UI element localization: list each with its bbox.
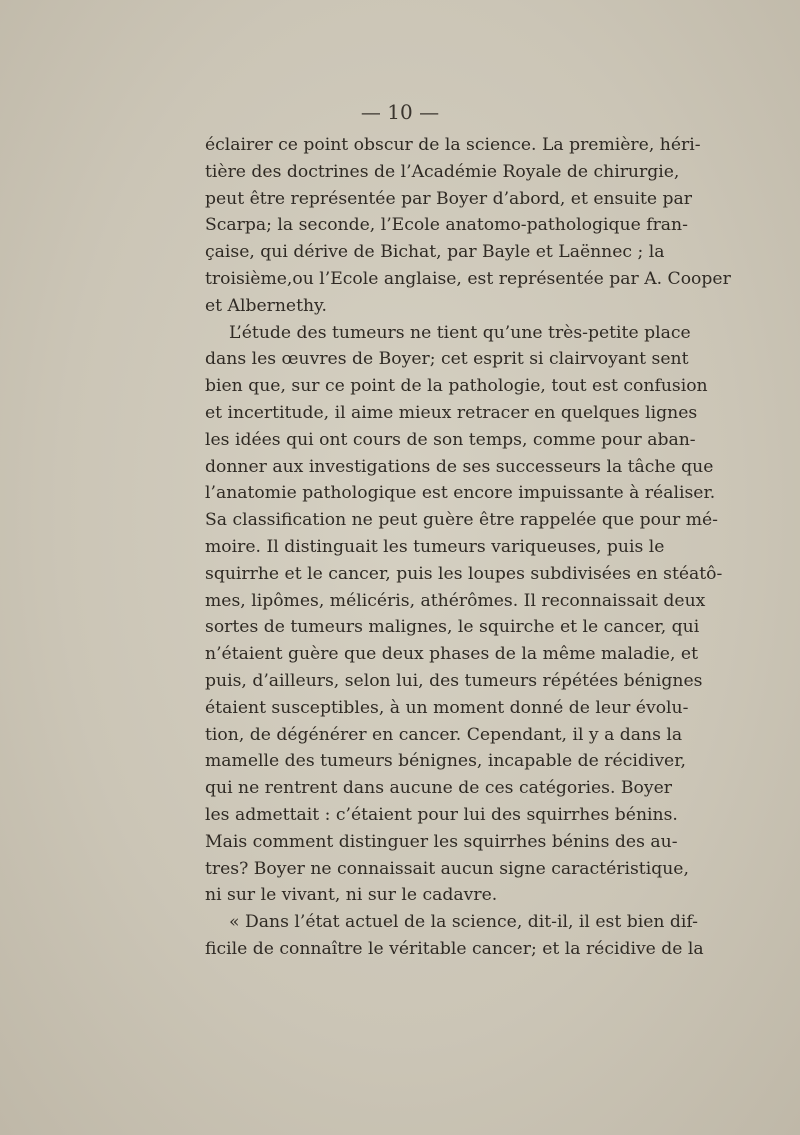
text-line: puis, d’ailleurs, selon lui, des tumeurs répétées bénignes: [205, 670, 703, 691]
text-line: Sa classification ne peut guère être rappelée que pour mé-: [205, 510, 718, 531]
text-line: l’anatomie pathologique est encore impuissante à réaliser.: [205, 483, 716, 504]
text-line: n’étaient guère que deux phases de la même maladie, et: [205, 644, 698, 665]
text-line: et incertitude, il aime mieux retracer en quelques lignes: [205, 402, 698, 423]
text-line: donner aux investigations de ses successeurs la tâche que: [205, 456, 714, 477]
text-line: ni sur le vivant, ni sur le cadavre.: [205, 885, 498, 906]
text-line: mes, lipômes, mélicéris, athérômes. Il reconnaissait deux: [205, 590, 706, 611]
text-line: squirrhe et le cancer, puis les loupes subdivisées en stéatô-: [205, 563, 723, 584]
text-line: les admettait : c’étaient pour lui des squirrhes bénins.: [205, 804, 678, 825]
text-line: sortes de tumeurs malignes, le squirche et le cancer, qui: [205, 617, 700, 638]
text-line: « Dans l’état actuel de la science, dit-il, il est bien dif-: [229, 912, 698, 933]
text-line: tière des doctrines de l’Académie Royale de chirurgie,: [205, 161, 680, 182]
text-line: L’étude des tumeurs ne tient qu’une très-petite place: [229, 322, 691, 343]
text-line: Scarpa; la seconde, l’Ecole anatomo-pathologique fran-: [205, 215, 688, 236]
text-line: ficile de connaître le véritable cancer; et la récidive de la: [205, 938, 704, 959]
page-number: — 10 —: [360, 100, 440, 124]
text-line: troisième,ou l’Ecole anglaise, est représentée par A. Cooper: [205, 268, 731, 289]
text-line: éclairer ce point obscur de la science. La première, héri-: [205, 135, 701, 155]
body-text: [205, 132, 731, 963]
text-line: étaient susceptibles, à un moment donné de leur évolu-: [205, 697, 689, 718]
text-line: peut être représentée par Boyer d’abord, et ensuite par: [205, 188, 692, 209]
text-line: tres? Boyer ne connaissait aucun signe caractéristique,: [205, 858, 689, 879]
text-line: tion, de dégénérer en cancer. Cependant, il y a dans la: [205, 724, 683, 745]
text-line: Mais comment distinguer les squirrhes bénins des au-: [205, 831, 678, 852]
text-line: çaise, qui dérive de Bichat, par Bayle et Laënnec ; la: [205, 242, 665, 263]
text-line: les idées qui ont cours de son temps, comme pour aban-: [205, 429, 696, 450]
text-line: moire. Il distinguait les tumeurs variqueuses, puis le: [205, 536, 665, 557]
text-line: bien que, sur ce point de la pathologie, tout est confusion: [205, 376, 708, 397]
text-line: mamelle des tumeurs bénignes, incapable de récidiver,: [205, 751, 686, 772]
text-line: dans les œuvres de Boyer; cet esprit si clairvoyant sent: [205, 349, 689, 370]
text-line: et Albernethy.: [205, 295, 327, 316]
text-line: qui ne rentrent dans aucune de ces catégories. Boyer: [205, 778, 672, 799]
